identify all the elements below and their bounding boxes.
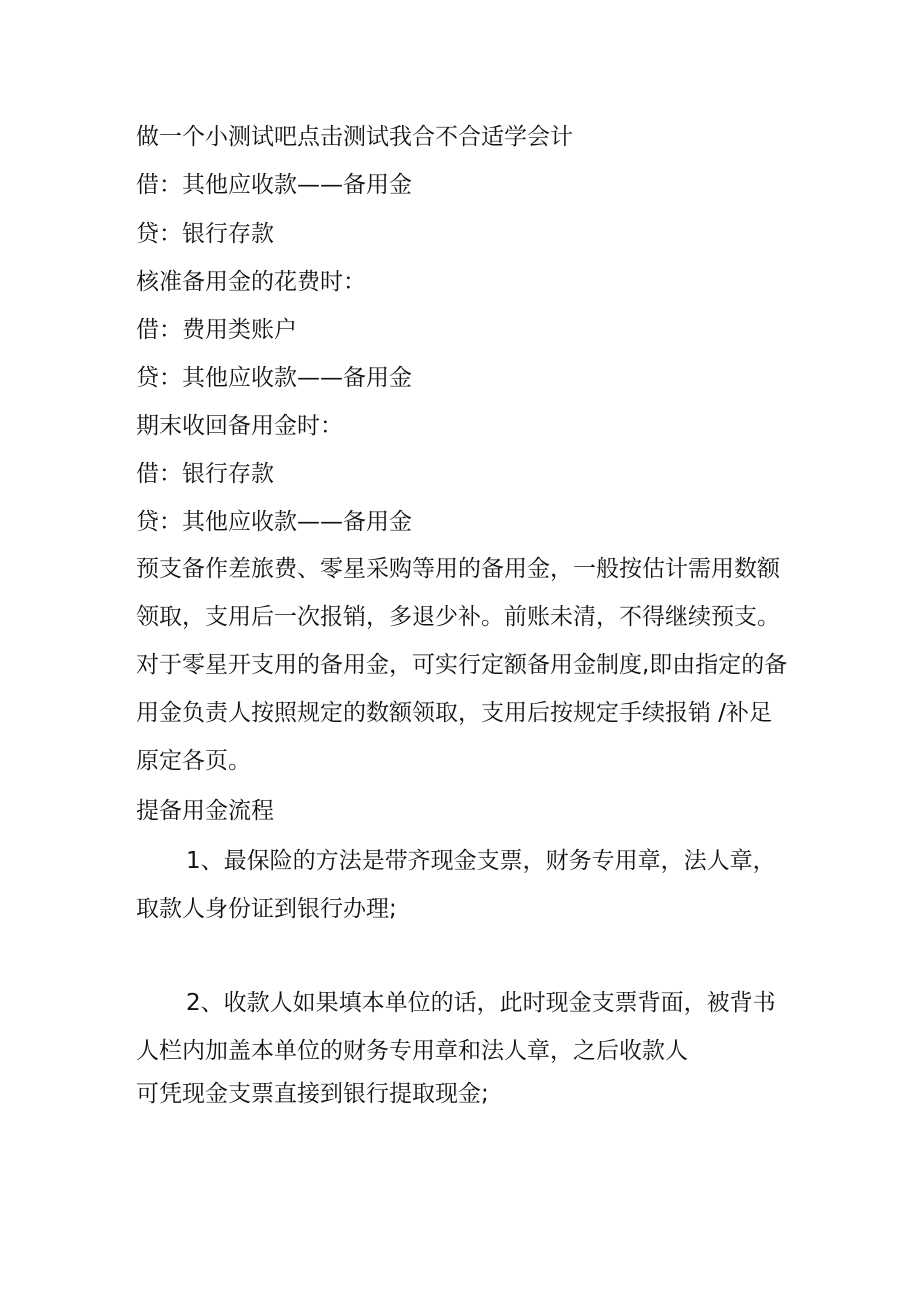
journal-line-credit-1: 贷：银行存款 — [136, 221, 274, 247]
step1-line-1: 1、最保险的方法是带齐现金支票，财务专用章，法人章， — [186, 848, 776, 874]
approve-expense-heading: 核准备用金的花费时： — [136, 269, 366, 295]
journal-line-credit-3: 贷：其他应收款——备用金 — [136, 509, 412, 535]
journal-line-debit-2: 借：费用类账户 — [136, 317, 297, 343]
step2-line-2: 人栏内加盖本单位的财务专用章和法人章，之后收款人 — [136, 1038, 688, 1064]
step2-line-1: 2、收款人如果填本单位的话，此时现金支票背面，被背书 — [186, 990, 776, 1016]
journal-line-debit-1: 借：其他应收款——备用金 — [136, 172, 412, 198]
paragraph-line: 原定各页。 — [136, 748, 251, 774]
period-end-heading: 期末收回备用金时： — [136, 413, 343, 439]
step1-line-2: 取款人身份证到银行办理; — [136, 896, 397, 922]
petty-cash-paragraph — [136, 545, 786, 785]
paragraph-line: 对于零星开支用的备用金，可实行定额备用金制度,即由指定的备 — [136, 652, 788, 678]
journal-line-credit-2: 贷：其他应收款——备用金 — [136, 365, 412, 391]
paragraph-line: 预支备作差旅费、零星采购等用的备用金，一般按估计需用数额 — [136, 556, 780, 582]
step2-line-3: 可凭现金支票直接到银行提取现金; — [136, 1081, 489, 1107]
quiz-prompt-line: 做一个小测试吧点击测试我合不合适学会计 — [136, 124, 573, 150]
paragraph-line: 用金负责人按照规定的数额领取，支用后按规定手续报销 /补足 — [136, 700, 773, 726]
journal-line-debit-3: 借：银行存款 — [136, 461, 274, 487]
paragraph-line: 领取，支用后一次报销，多退少补。前账未清，不得继续预支。 — [136, 604, 780, 630]
section-title: 提备用金流程 — [136, 798, 274, 824]
